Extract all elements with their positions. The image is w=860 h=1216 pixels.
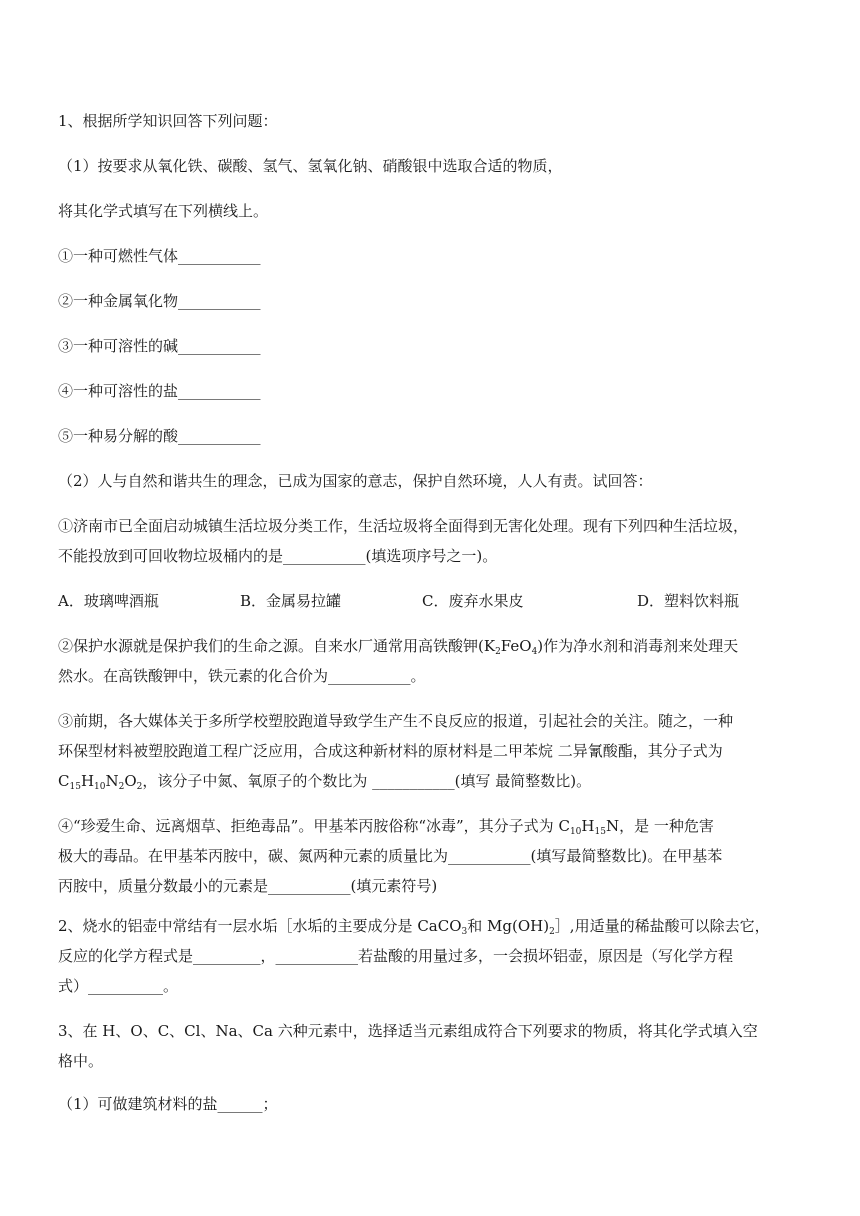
q1-item-4: ④一种可溶性的盐___________	[58, 382, 261, 400]
q1-part1-intro: （1）按要求从氧化铁、碳酸、氢气、氢氧化钠、硝酸银中选取合适的物质，	[58, 157, 563, 175]
q3-part1: （1）可做建筑材料的盐______；	[58, 1095, 278, 1113]
q1-sub3-line1: ③前期，各大媒体关于多所学校塑胶跑道导致学生产生不良反应的报道，引起社会的关注。随之，一种	[58, 712, 734, 730]
option-c: C．废弃水果皮	[422, 592, 524, 610]
q1-part1-intro-cont: 将其化学式填写在下列横线上。	[58, 202, 269, 220]
question-3-line1: 3、在 H、O、C、Cl、Na、Ca 六种元素中，选择适当元素组成符合下列要求的物质，将其化学式填入空	[58, 1022, 758, 1040]
question-2-line3: 式）__________。	[58, 977, 179, 995]
q1-sub4-line3: 丙胺中，质量分数最小的元素是___________(填元素符号)	[58, 877, 438, 895]
q1-item-2: ②一种金属氧化物___________	[58, 292, 261, 310]
q1-part2-intro: （2）人与自然和谐共生的理念，已成为国家的意志，保护自然环境，人人有责。试回答：	[58, 472, 653, 490]
question-3-line2: 格中。	[58, 1052, 104, 1070]
q1-sub1-line2: 不能投放到可回收物垃圾桶内的是___________(填选项序号之一)。	[58, 547, 498, 565]
q1-item-1: ①一种可燃性气体___________	[58, 247, 261, 265]
question-2-line1: 2、烧水的铝壶中常结有一层水垢［水垢的主要成分是 CaCO$_3$和 $Mg(OH)_2]$,用适量的稀盐酸可以除去它，	[58, 917, 770, 937]
q1-sub4-line1: ④“珍爱生命、远离烟草、拒绝毒品”。甲基苯丙胺俗称“冰毒”，其分子式为 $C_{10}H_{15}N$，是 一种危害	[58, 817, 714, 837]
q1-item-3: ③一种可溶性的碱___________	[58, 337, 261, 355]
q1-sub2-line1: ②保护水源就是保护我们的生命之源。自来水厂通常用高铁酸钾$(K_2FeO_4)$作为净水剂和消毒剂来处理天	[58, 637, 739, 657]
q1-sub3-line3: $C_{15}H_{10}N_2O_2$，该分子中氮、氧原子的个数比为 ___________(填写 最简整数比)。	[58, 772, 592, 792]
q1-sub1-line1: ①济南市已全面启动城镇生活垃圾分类工作，生活垃圾将全面得到无害化处理。现有下列四种生活垃圾，	[58, 517, 749, 535]
option-a: A．玻璃啤酒瓶	[58, 592, 159, 610]
question-1-title: 1、根据所学知识回答下列问题：	[58, 112, 278, 130]
q1-item-5: ⑤一种易分解的酸___________	[58, 427, 261, 445]
q1-sub3-line2: 环保型材料被塑胶跑道工程广泛应用，合成这种新材料的原材料是二甲苯烷 二异氰酸酯，其分子式为	[58, 742, 723, 760]
option-b: B．金属易拉罐	[240, 592, 342, 610]
q1-sub2-line2: 然水。在高铁酸钾中，铁元素的化合价为___________。	[58, 667, 426, 685]
q1-sub4-line2: 极大的毒品。在甲基苯丙胺中，碳、氮两种元素的质量比为___________(填写最简整数比)。在甲基苯	[58, 847, 723, 865]
option-d: D．塑料饮料瓶	[637, 592, 740, 610]
question-2-line2: 反应的化学方程式是_________，___________若盐酸的用量过多，一会损坏铝壶，原因是（写化学方程	[58, 947, 734, 965]
